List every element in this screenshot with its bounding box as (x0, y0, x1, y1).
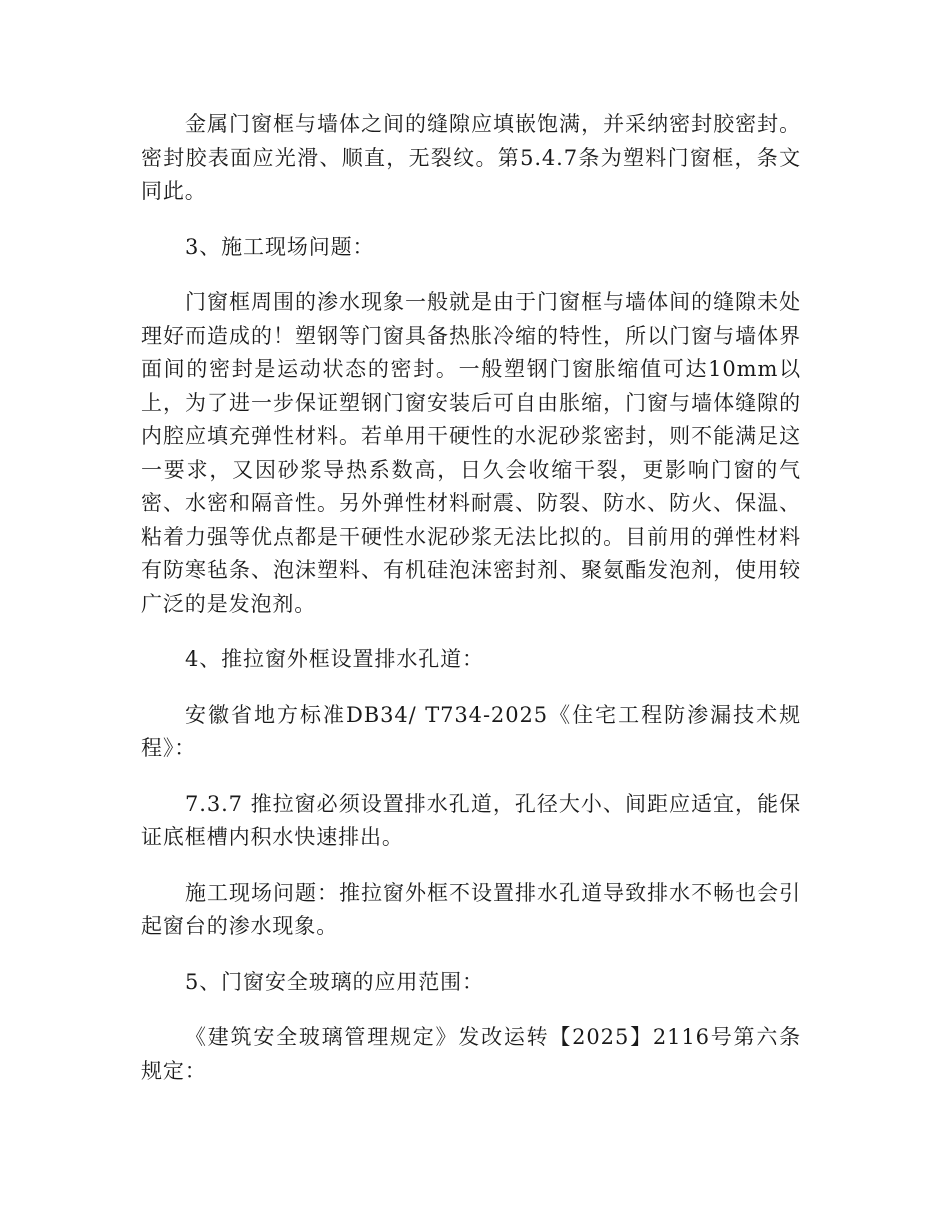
paragraph-local-standard: 安徽省地方标准DB34/ T734-2025《住宅工程防渗漏技术规程》： (141, 702, 801, 760)
paragraph-seepage-explanation: 门窗框周围的渗水现象一般就是由于门窗框与墙体间的缝隙未处理好而造成的！塑钢等门窗具备热胀冷缩的特性，所以门窗与墙体界面间的密封是运动状态的密封。一般塑钢门窗胀缩值可达10mm以上，为了进一步保证塑钢门窗安装后可自由胀缩，门窗与墙体缝隙的内腔应填充弹性材料。若单用干硬性的水泥砂浆密封，则不能满足这一要求，又因砂浆导热系数高，日久会收缩干裂，更影响门窗的气密、水密和隔音性。另外弹性材料耐震、防裂、防水、防火、保温、粘着力强等优点都是干硬性水泥砂浆无法比拟的。目前用的弹性材料有防寒毡条、泡沫塑料、有机硅泡沫密封剂、聚氨酯发泡剂，使用较广泛的是发泡剂。 (141, 290, 801, 616)
section-heading-4: 4、推拉窗外框设置排水孔道： (185, 647, 484, 671)
paragraph-glass-regulation: 《建筑安全玻璃管理规定》发改运转【2025】2116号第六条规定： (141, 1025, 801, 1083)
paragraph-clause-737: 7.3.7 推拉窗必须设置排水孔道，孔径大小、间距应适宜，能保证底框槽内积水快速排出。 (141, 791, 801, 849)
paragraph-sealant-requirement: 金属门窗框与墙体之间的缝隙应填嵌饱满，并采纳密封胶密封。密封胶表面应光滑、顺直，无裂纹。第5.4.7条为塑料门窗框，条文同此。 (141, 112, 801, 203)
paragraph-site-problem: 施工现场问题：推拉窗外框不设置排水孔道导致排水不畅也会引起窗台的渗水现象。 (141, 880, 801, 938)
section-heading-3: 3、施工现场问题： (185, 234, 375, 259)
section-heading-5: 5、门窗安全玻璃的应用范围： (185, 969, 484, 994)
document-body (141, 108, 801, 1110)
